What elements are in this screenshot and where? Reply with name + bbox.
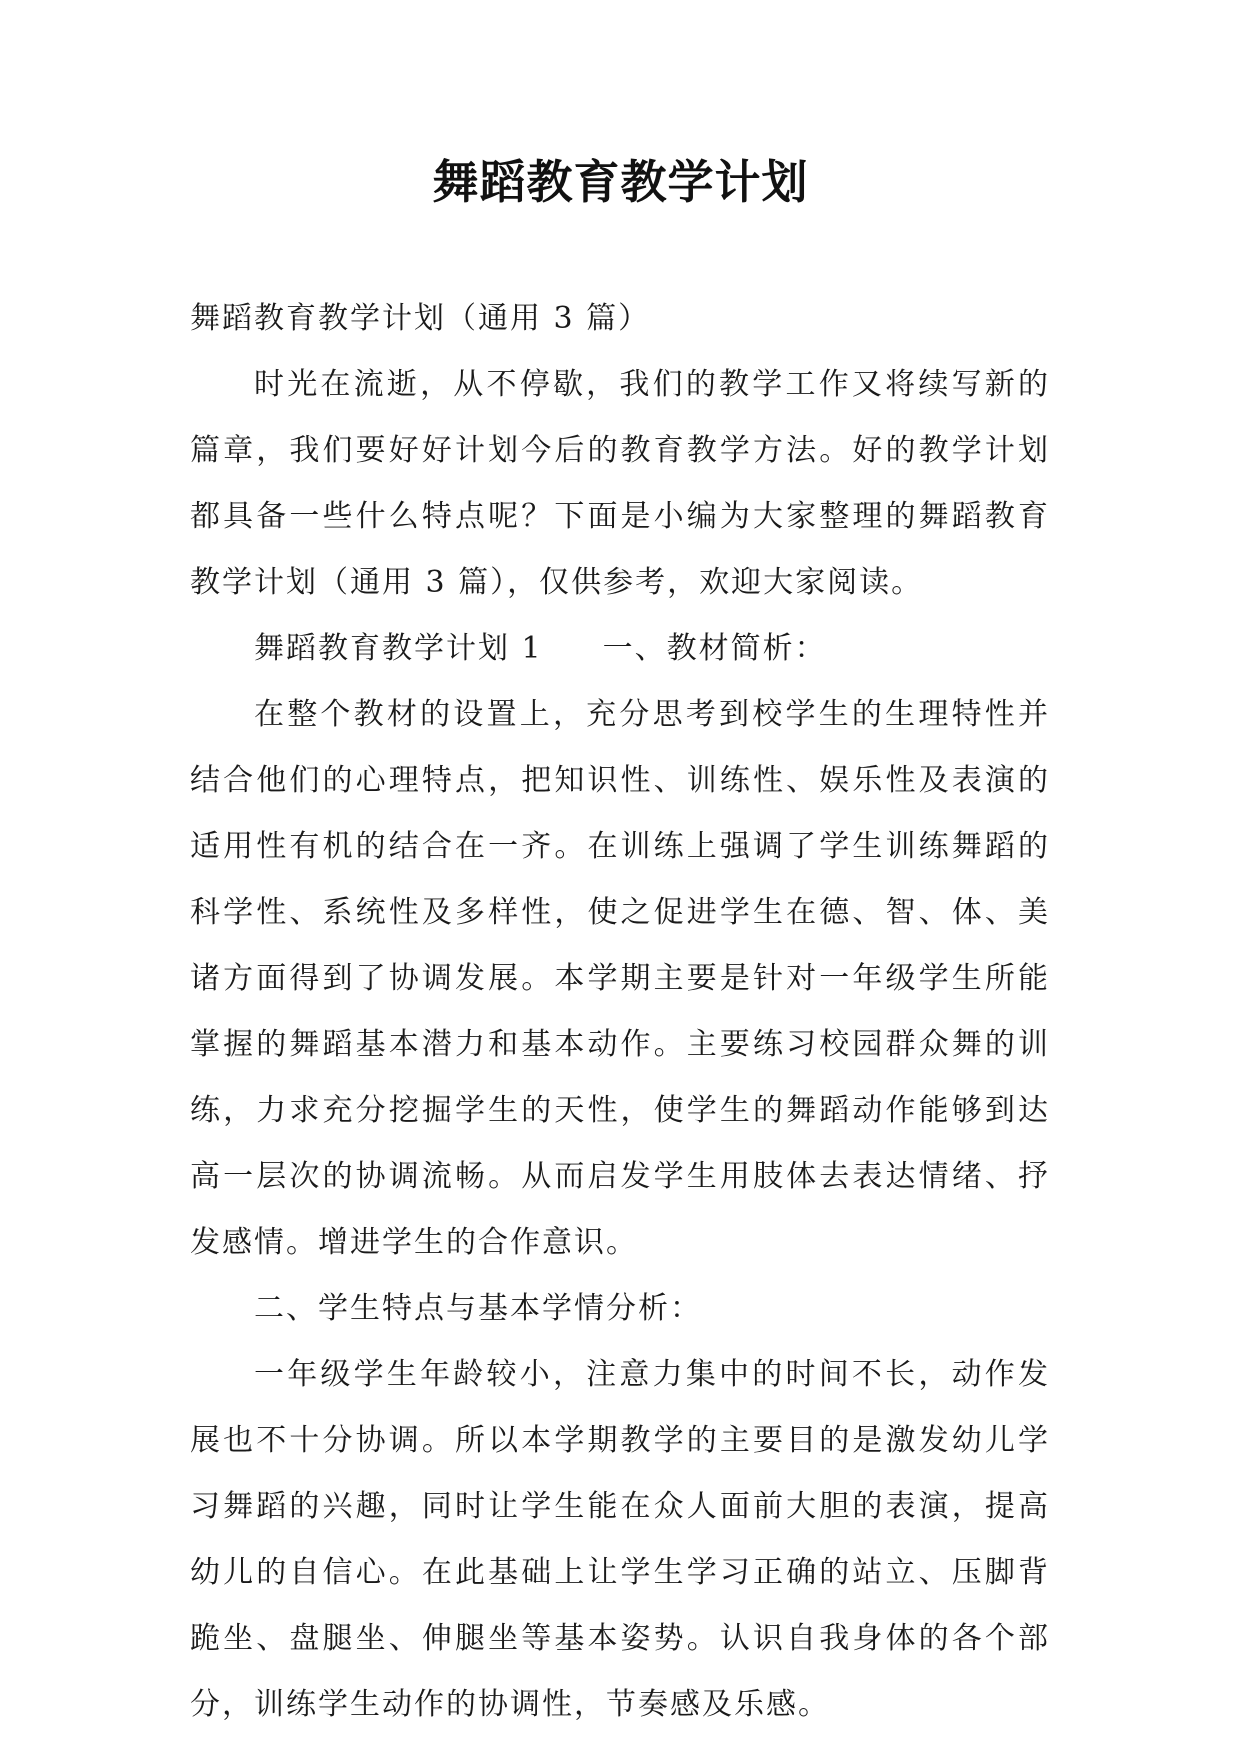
- intro-paragraph: 时光在流逝，从不停歇，我们的教学工作又将续写新的篇章，我们要好好计划今后的教育教学方法。好的教学计划都具备一些什么特点呢？下面是小编为大家整理的舞蹈教育教学计划（通用 3 篇），仅供参考，欢迎大家阅读。: [190, 367, 1050, 600]
- document-body: [190, 286, 1050, 1738]
- section-1-heading: 一、教材简析：: [602, 631, 827, 666]
- section-2-paragraph: 一年级学生年龄较小，注意力集中的时间不长，动作发展也不十分协调。所以本学期教学的主要目的是激发幼儿学习舞蹈的兴趣，同时让学生能在众人面前大胆的表演，提高幼儿的自信心。在此基础上让学生学习正确的站立、压脚背跪坐、盘腿坐、伸腿坐等基本姿势。认识自我身体的各个部分，训练学生动作的协调性，节奏感及乐感。: [190, 1357, 1050, 1722]
- page-title: 舞蹈教育教学计划: [432, 155, 809, 209]
- document-subtitle: 舞蹈教育教学计划（通用 3 篇）: [190, 301, 651, 336]
- section-2-heading: 二、学生特点与基本学情分析：: [254, 1291, 702, 1326]
- section-1-header-line: [190, 616, 1050, 682]
- section-1-title: 舞蹈教育教学计划 1: [254, 631, 543, 666]
- section-1-paragraph: 在整个教材的设置上，充分思考到校学生的生理特性并结合他们的心理特点，把知识性、训练性、娱乐性及表演的适用性有机的结合在一齐。在训练上强调了学生训练舞蹈的科学性、系统性及多样性，使之促进学生在德、智、体、美诸方面得到了协调发展。本学期主要是针对一年级学生所能掌握的舞蹈基本潜力和基本动作。主要练习校园群众舞的训练，力求充分挖掘学生的天性，使学生的舞蹈动作能够到达高一层次的协调流畅。从而启发学生用肢体去表达情绪、抒发感情。增进学生的合作意识。: [190, 697, 1050, 1260]
